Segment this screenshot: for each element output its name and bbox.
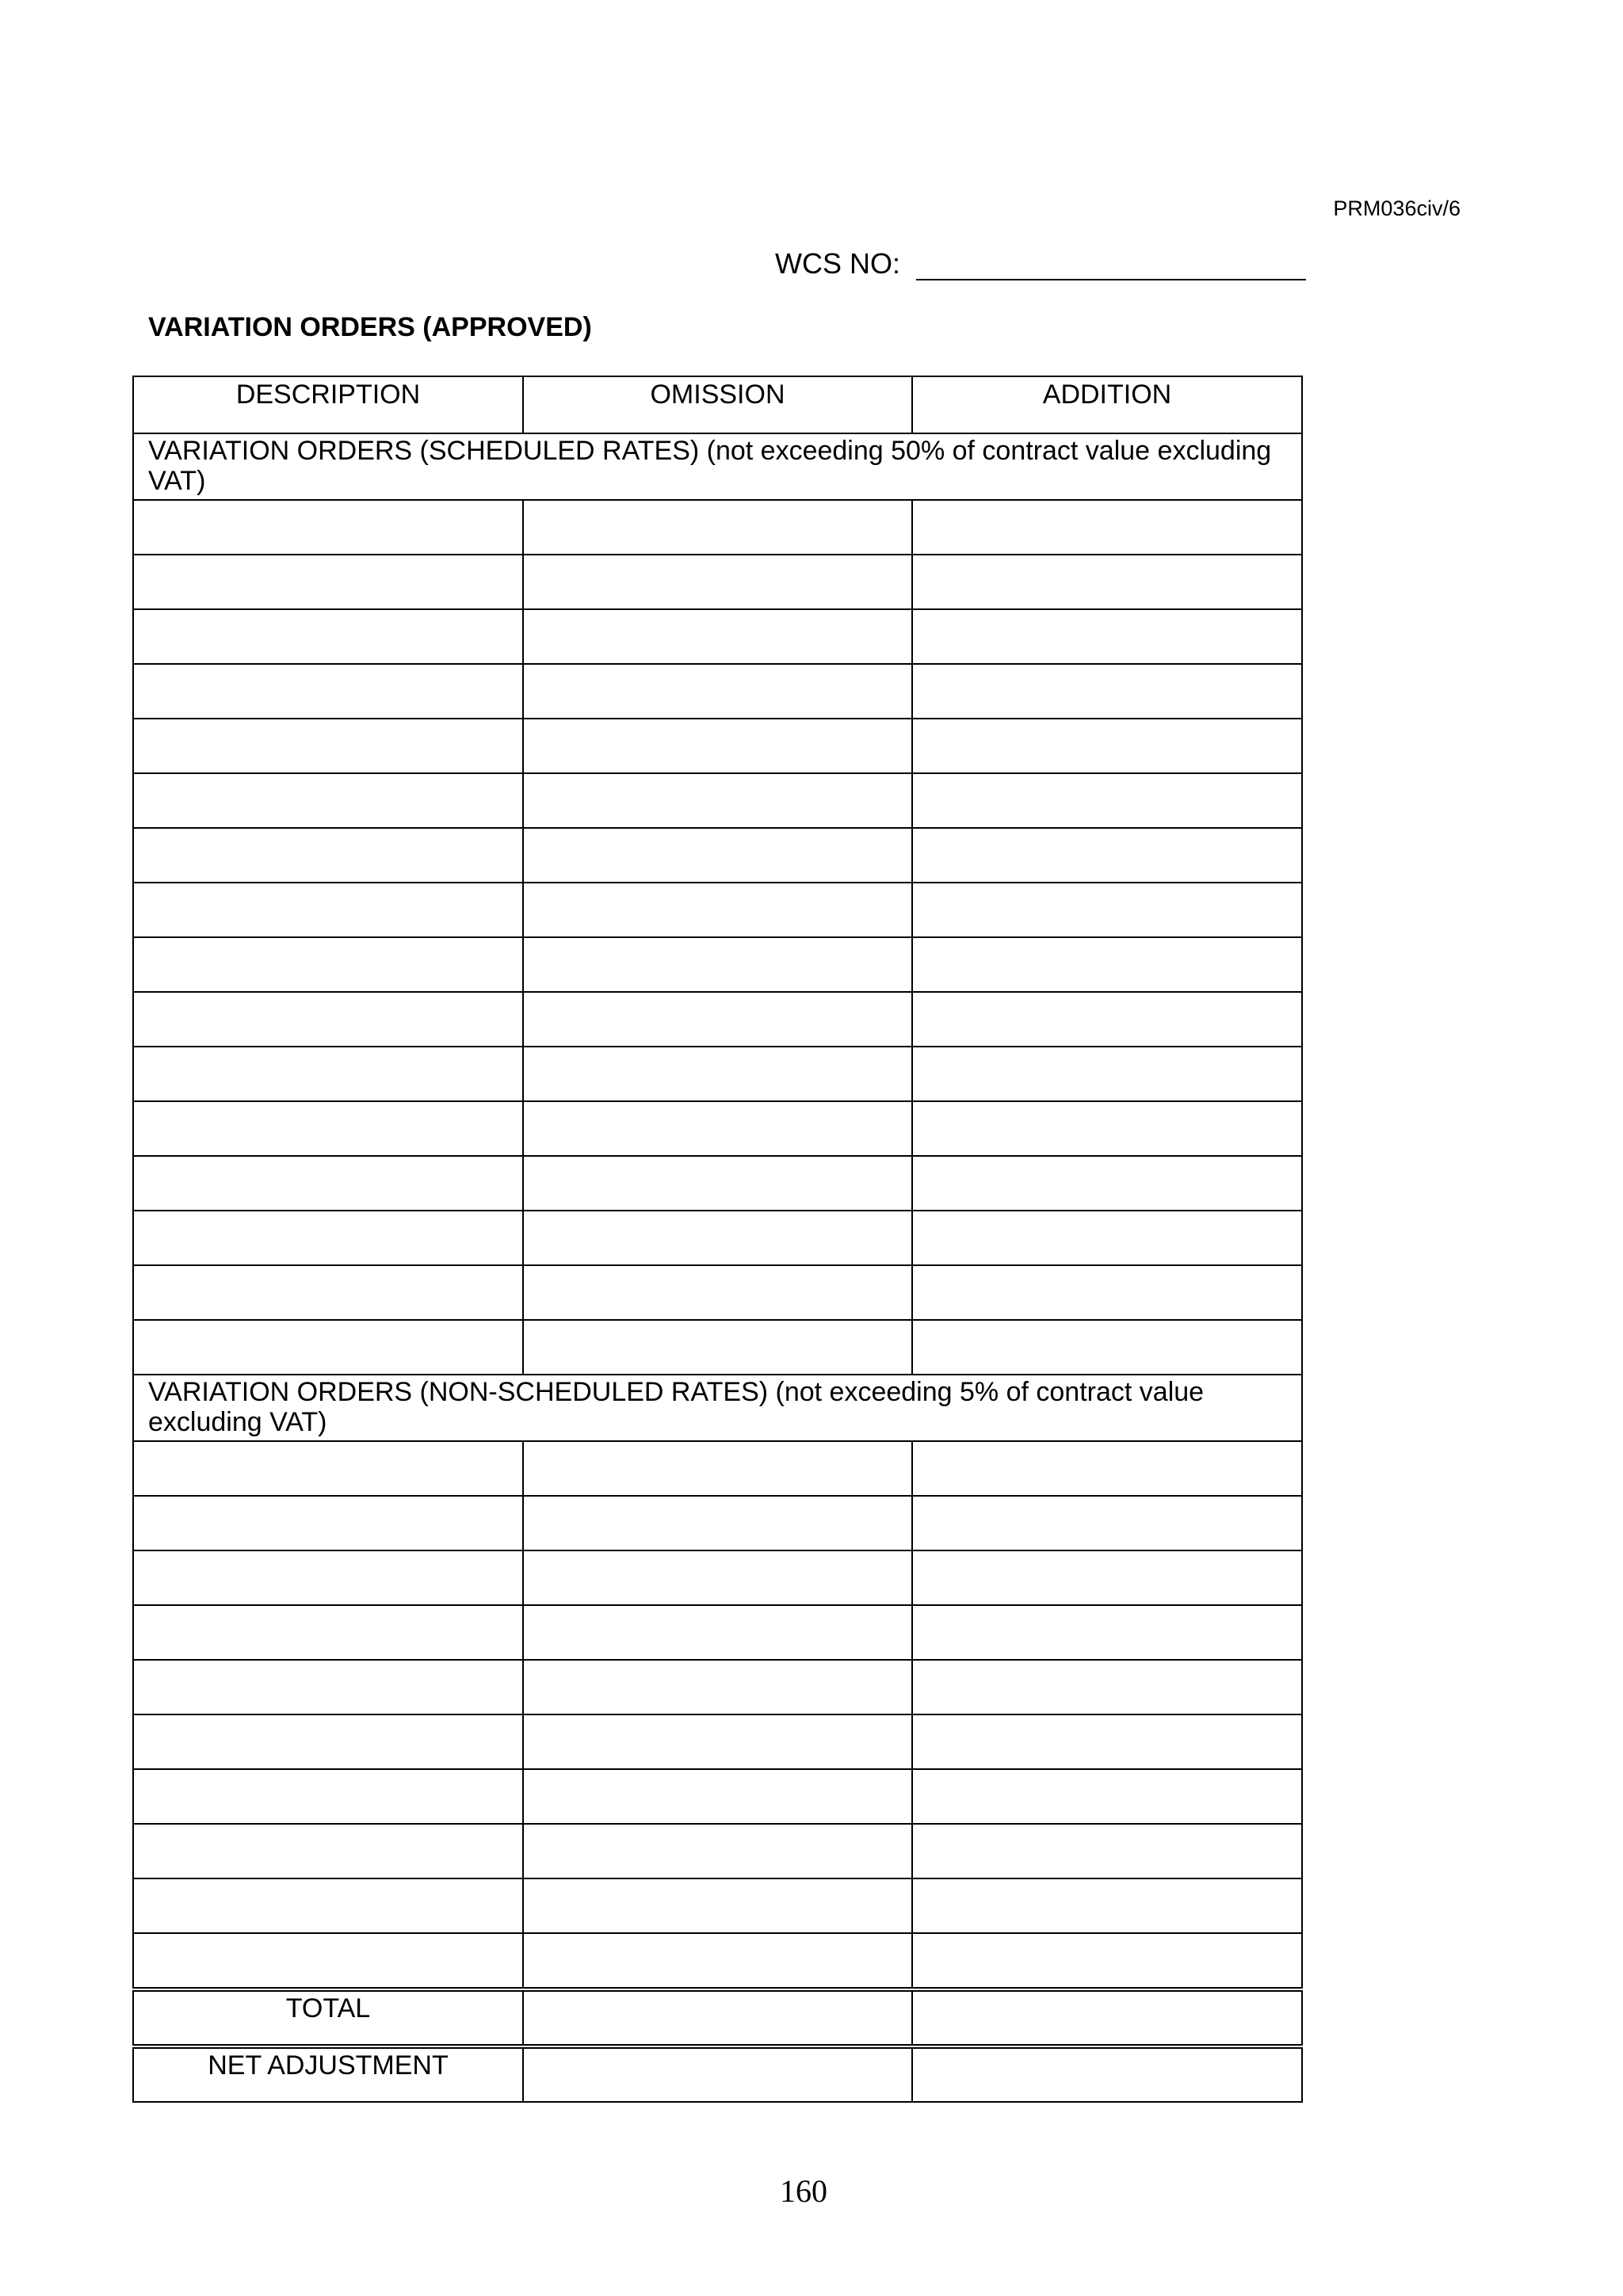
net-adjustment-addition-cell[interactable] (912, 2046, 1302, 2102)
non-scheduled-omission-cell[interactable] (523, 1605, 912, 1660)
non-scheduled-description-cell[interactable] (133, 1496, 523, 1550)
scheduled-addition-cell[interactable] (912, 1265, 1302, 1320)
scheduled-omission-cell[interactable] (523, 1265, 912, 1320)
scheduled-description-cell[interactable] (133, 828, 523, 883)
table-header-row (133, 376, 1302, 433)
non-scheduled-omission-cell[interactable] (523, 1824, 912, 1878)
table-row (133, 1047, 1302, 1101)
form-code: PRM036civ/6 (1333, 196, 1461, 220)
non-scheduled-addition-cell[interactable] (912, 1660, 1302, 1714)
non-scheduled-description-cell[interactable] (133, 1441, 523, 1496)
non-scheduled-addition-cell[interactable] (912, 1933, 1302, 1989)
wcs-blank-line[interactable] (916, 247, 1306, 280)
section-heading-scheduled: VARIATION ORDERS (SCHEDULED RATES) (not exceeding 50% of contract value excluding VAT) (133, 433, 1302, 500)
table-row (133, 1550, 1302, 1605)
scheduled-description-cell[interactable] (133, 664, 523, 719)
scheduled-omission-cell[interactable] (523, 719, 912, 773)
non-scheduled-omission-cell[interactable] (523, 1496, 912, 1550)
table-row (133, 1496, 1302, 1550)
table-row (133, 937, 1302, 992)
non-scheduled-addition-cell[interactable] (912, 1550, 1302, 1605)
table-row (133, 1605, 1302, 1660)
non-scheduled-omission-cell[interactable] (523, 1660, 912, 1714)
scheduled-addition-cell[interactable] (912, 1320, 1302, 1375)
non-scheduled-omission-cell[interactable] (523, 1714, 912, 1769)
table-row (133, 1156, 1302, 1211)
section-row-non-scheduled (133, 1375, 1302, 1441)
scheduled-addition-cell[interactable] (912, 937, 1302, 992)
non-scheduled-description-cell[interactable] (133, 1933, 523, 1989)
scheduled-addition-cell[interactable] (912, 609, 1302, 664)
scheduled-omission-cell[interactable] (523, 1047, 912, 1101)
scheduled-description-cell[interactable] (133, 937, 523, 992)
scheduled-omission-cell[interactable] (523, 828, 912, 883)
scheduled-omission-cell[interactable] (523, 500, 912, 555)
scheduled-addition-cell[interactable] (912, 828, 1302, 883)
scheduled-omission-cell[interactable] (523, 992, 912, 1047)
scheduled-omission-cell[interactable] (523, 937, 912, 992)
scheduled-description-cell[interactable] (133, 773, 523, 828)
non-scheduled-description-cell[interactable] (133, 1769, 523, 1824)
non-scheduled-description-cell[interactable] (133, 1605, 523, 1660)
net-adjustment-omission-cell[interactable] (523, 2046, 912, 2102)
scheduled-addition-cell[interactable] (912, 555, 1302, 609)
net-adjustment-row (133, 2046, 1302, 2102)
scheduled-description-cell[interactable] (133, 883, 523, 937)
scheduled-description-cell[interactable] (133, 555, 523, 609)
non-scheduled-description-cell[interactable] (133, 1550, 523, 1605)
non-scheduled-description-cell[interactable] (133, 1714, 523, 1769)
table-row (133, 1769, 1302, 1824)
scheduled-omission-cell[interactable] (523, 1211, 912, 1265)
section-row-scheduled (133, 433, 1302, 500)
table-row (133, 1265, 1302, 1320)
scheduled-addition-cell[interactable] (912, 500, 1302, 555)
non-scheduled-addition-cell[interactable] (912, 1714, 1302, 1769)
table-row (133, 719, 1302, 773)
non-scheduled-omission-cell[interactable] (523, 1441, 912, 1496)
wcs-number-field (775, 247, 1306, 280)
table-row (133, 555, 1302, 609)
table-row (133, 1933, 1302, 1989)
table-body (133, 433, 1302, 2102)
scheduled-addition-cell[interactable] (912, 1101, 1302, 1156)
total-row (133, 1989, 1302, 2046)
scheduled-addition-cell[interactable] (912, 719, 1302, 773)
page-title: VARIATION ORDERS (APPROVED) (148, 312, 592, 342)
total-label: TOTAL (133, 1989, 523, 2046)
scheduled-description-cell[interactable] (133, 1101, 523, 1156)
non-scheduled-omission-cell[interactable] (523, 1769, 912, 1824)
scheduled-description-cell[interactable] (133, 1047, 523, 1101)
scheduled-addition-cell[interactable] (912, 664, 1302, 719)
variation-orders-table (132, 376, 1303, 2103)
table-row (133, 883, 1302, 937)
non-scheduled-addition-cell[interactable] (912, 1878, 1302, 1933)
table-row (133, 500, 1302, 555)
scheduled-description-cell[interactable] (133, 1211, 523, 1265)
scheduled-description-cell[interactable] (133, 1265, 523, 1320)
net-adjustment-label: NET ADJUSTMENT (133, 2046, 523, 2102)
non-scheduled-omission-cell[interactable] (523, 1550, 912, 1605)
non-scheduled-description-cell[interactable] (133, 1878, 523, 1933)
table-row (133, 1441, 1302, 1496)
column-header-description: DESCRIPTION (133, 376, 523, 433)
table-row (133, 1101, 1302, 1156)
total-addition-cell[interactable] (912, 1989, 1302, 2046)
scheduled-description-cell[interactable] (133, 719, 523, 773)
scheduled-omission-cell[interactable] (523, 609, 912, 664)
scheduled-omission-cell[interactable] (523, 664, 912, 719)
table-row (133, 1878, 1302, 1933)
table-row (133, 1320, 1302, 1375)
scheduled-addition-cell[interactable] (912, 773, 1302, 828)
non-scheduled-addition-cell[interactable] (912, 1605, 1302, 1660)
non-scheduled-omission-cell[interactable] (523, 1933, 912, 1989)
column-header-addition: ADDITION (912, 376, 1302, 433)
table-row (133, 828, 1302, 883)
scheduled-description-cell[interactable] (133, 992, 523, 1047)
non-scheduled-addition-cell[interactable] (912, 1441, 1302, 1496)
scheduled-description-cell[interactable] (133, 1320, 523, 1375)
scheduled-description-cell[interactable] (133, 609, 523, 664)
scheduled-omission-cell[interactable] (523, 1101, 912, 1156)
scheduled-addition-cell[interactable] (912, 1047, 1302, 1101)
scheduled-addition-cell[interactable] (912, 992, 1302, 1047)
total-omission-cell[interactable] (523, 1989, 912, 2046)
non-scheduled-description-cell[interactable] (133, 1824, 523, 1878)
table-row (133, 1660, 1302, 1714)
scheduled-omission-cell[interactable] (523, 1156, 912, 1211)
table-row (133, 664, 1302, 719)
scheduled-addition-cell[interactable] (912, 1156, 1302, 1211)
scheduled-addition-cell[interactable] (912, 883, 1302, 937)
non-scheduled-addition-cell[interactable] (912, 1824, 1302, 1878)
table-row (133, 609, 1302, 664)
table-row (133, 1714, 1302, 1769)
table-row (133, 1824, 1302, 1878)
table-row (133, 992, 1302, 1047)
non-scheduled-addition-cell[interactable] (912, 1496, 1302, 1550)
non-scheduled-description-cell[interactable] (133, 1660, 523, 1714)
non-scheduled-omission-cell[interactable] (523, 1878, 912, 1933)
scheduled-addition-cell[interactable] (912, 1211, 1302, 1265)
scheduled-description-cell[interactable] (133, 500, 523, 555)
section-heading-non-scheduled: VARIATION ORDERS (NON-SCHEDULED RATES) (not exceeding 5% of contract value excluding VAT) (133, 1375, 1302, 1441)
scheduled-omission-cell[interactable] (523, 773, 912, 828)
page-number: 160 (780, 2173, 827, 2209)
table-row (133, 1211, 1302, 1265)
non-scheduled-addition-cell[interactable] (912, 1769, 1302, 1824)
table-row (133, 773, 1302, 828)
scheduled-omission-cell[interactable] (523, 1320, 912, 1375)
scheduled-omission-cell[interactable] (523, 555, 912, 609)
wcs-label: WCS NO: (775, 247, 900, 280)
scheduled-omission-cell[interactable] (523, 883, 912, 937)
column-header-omission: OMISSION (523, 376, 912, 433)
scheduled-description-cell[interactable] (133, 1156, 523, 1211)
